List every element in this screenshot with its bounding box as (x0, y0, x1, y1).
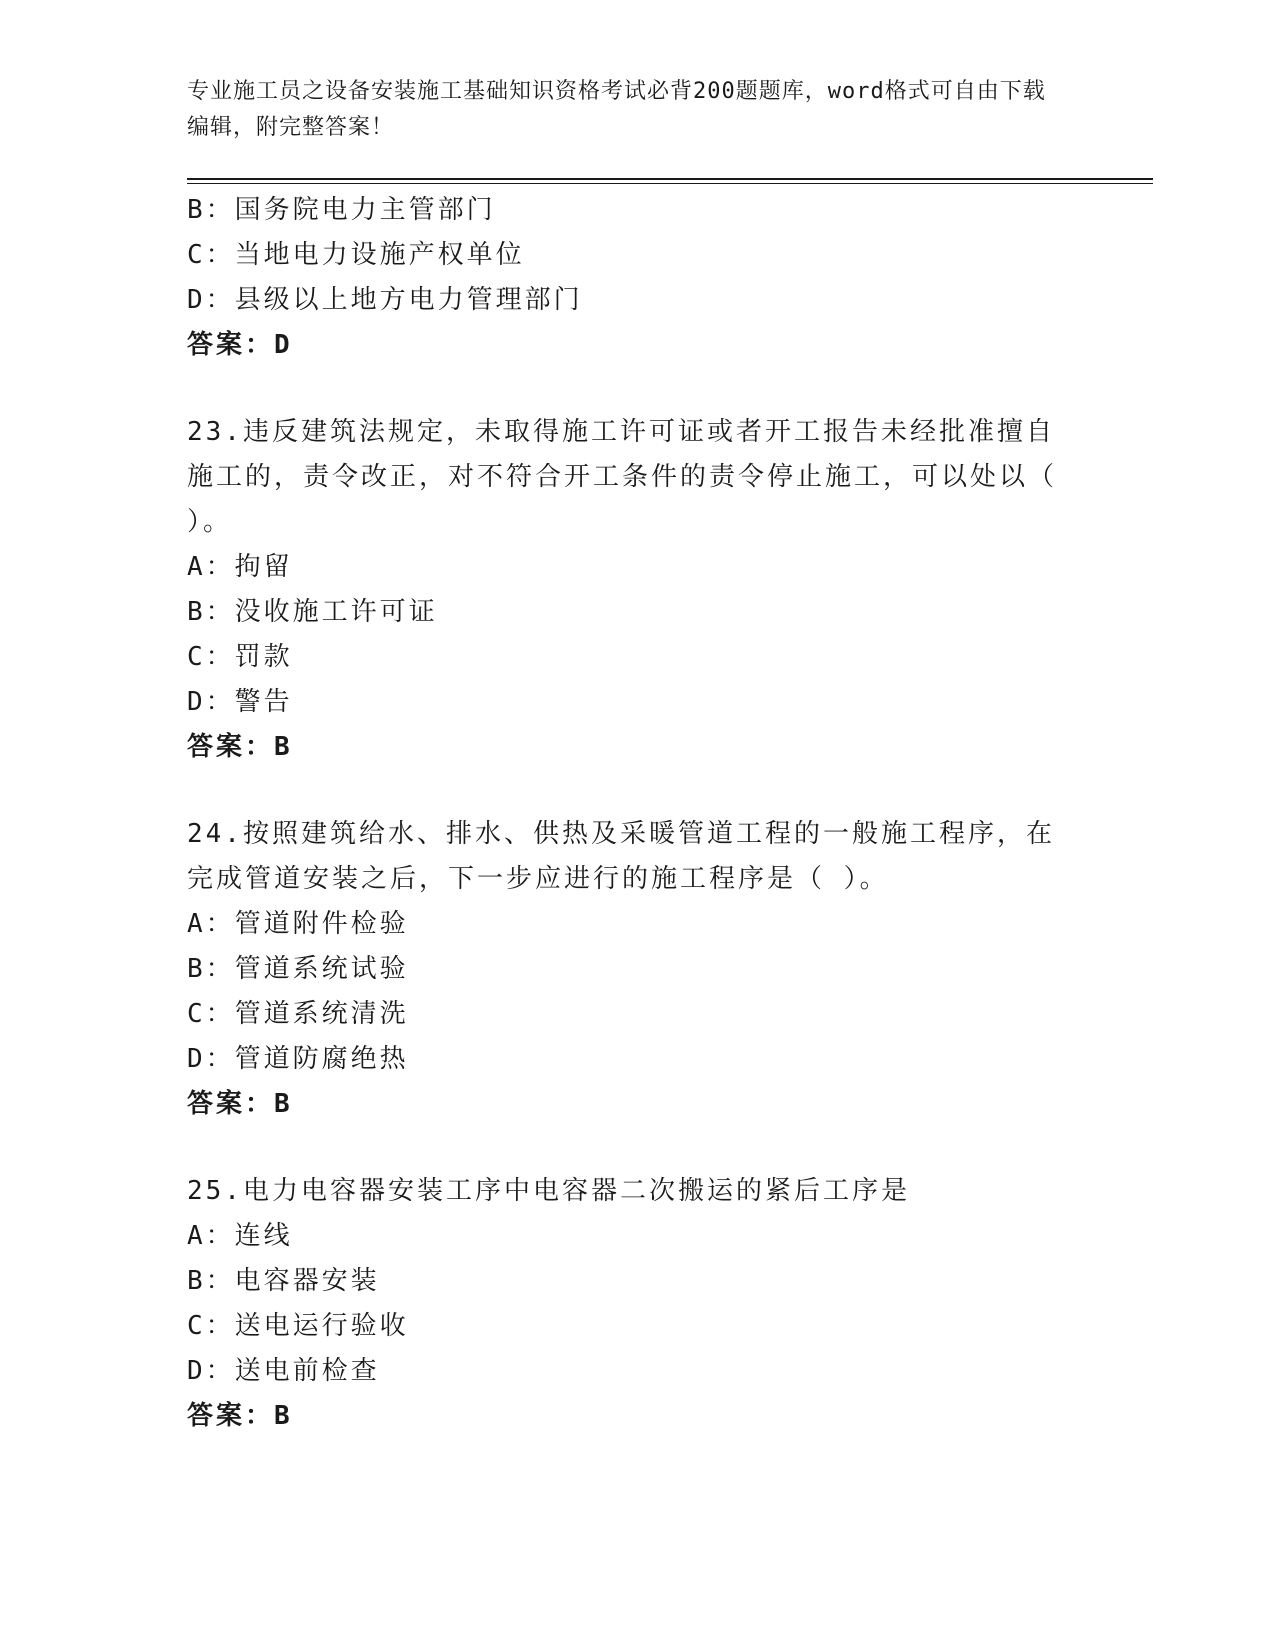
option-c: C：送电运行验收 (187, 1311, 409, 1341)
header-rule-thick (187, 178, 1153, 180)
option-d: D：警告 (187, 687, 293, 717)
page-header: 专业施工员之设备安装施工基础知识资格考试必背200题题库，word格式可自由下载编辑，附完整答案！ (187, 79, 1046, 140)
option-b: B：国务院电力主管部门 (187, 195, 496, 225)
option-c: C：管道系统清洗 (187, 999, 409, 1029)
answer: 答案：B (187, 1089, 293, 1119)
question-25 (187, 1169, 1067, 1439)
question-text: 24.按照建筑给水、排水、供热及采暖管道工程的一般施工程序，在完成管道安装之后，下一步应进行的施工程序是（ ）。 (187, 819, 1055, 894)
option-b: B：电容器安装 (187, 1266, 380, 1296)
option-d: D：县级以上地方电力管理部门 (187, 285, 583, 315)
option-d: D：管道防腐绝热 (187, 1044, 409, 1074)
answer: 答案：B (187, 1401, 293, 1431)
question-content (187, 188, 1067, 1439)
option-c: C：罚款 (187, 642, 293, 672)
question-24 (187, 812, 1067, 1127)
question-text: 25.电力电容器安装工序中电容器二次搬运的紧后工序是 (187, 1176, 910, 1206)
option-b: B：没收施工许可证 (187, 597, 438, 627)
question-23 (187, 410, 1067, 770)
option-a: A：拘留 (187, 552, 293, 582)
answer: 答案：D (187, 330, 293, 360)
option-a: A：连线 (187, 1221, 293, 1251)
option-b: B：管道系统试验 (187, 954, 409, 984)
option-d: D：送电前检查 (187, 1356, 380, 1386)
option-c: C：当地电力设施产权单位 (187, 240, 525, 270)
answer: 答案：B (187, 732, 293, 762)
question-text: 23.违反建筑法规定，未取得施工许可证或者开工报告未经批准擅自施工的，责令改正，对不符合开工条件的责令停止施工，可以处以（ ）。 (187, 417, 1058, 537)
header-rule-thin (187, 183, 1153, 184)
question-fragment (187, 188, 1067, 368)
option-a: A：管道附件检验 (187, 909, 409, 939)
